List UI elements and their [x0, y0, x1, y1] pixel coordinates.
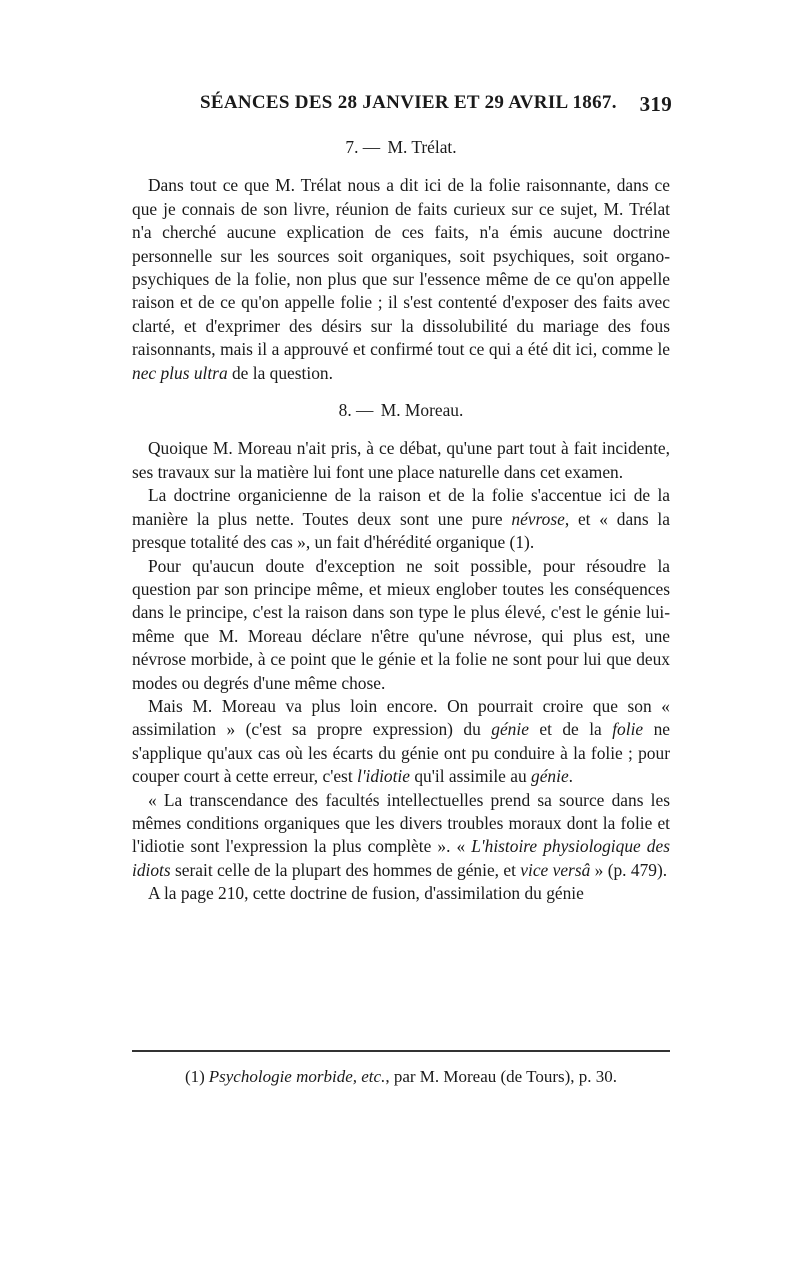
paragraph-text: Mais M. Moreau va plus loin encore. On pourrait croire que son « assimilation » (c'est sa propre expression) du	[132, 695, 670, 740]
paragraph-italic: folie	[612, 719, 644, 740]
paragraph-moreau-6: A la page 210, cette doctrine de fusion, d'assimilation du génie	[148, 883, 584, 904]
page-number: 319	[639, 92, 672, 116]
paragraph-text: » (p. 479).	[590, 859, 668, 880]
paragraph-text: Dans tout ce que M. Trélat nous a dit ici de la folie raisonnante, dans ce que je connais de son livre, réunion de faits curieux sur ce sujet, M. Trélat n'a cherché aucune explication de ces faits, n'a émis aucune doctrine personnelle sur les sources soit organiques, soit psychiques, soit organo-psychiques de la folie, non plus que sur l'essence même de ce qu'on appelle raison et de ce qu'on appelle folie ; il s'est contenté d'exposer des faits avec clarté, et d'exprimer des désirs sur la dissolubilité du mariage des fous raisonnants, mais il a approuvé et confirmé tout ce qui a été dit ici, comme le	[132, 175, 670, 360]
section-name: M. Moreau.	[380, 400, 464, 421]
page-body	[132, 136, 670, 906]
running-head-title: SÉANCES DES 28 JANVIER ET 29 AVRIL 1867.	[200, 92, 617, 113]
section-heading-moreau	[132, 399, 670, 422]
section-name: M. Trélat.	[387, 137, 457, 157]
paragraph-text: .	[568, 766, 574, 787]
paragraph-text: qu'il assimile au	[410, 766, 531, 787]
paragraph-moreau-3: Pour qu'aucun doute d'exception ne soit possible, pour résoudre la question par son principe même, et mieux englober toutes les conséquences dans le principe, c'est la raison dans son type le plus élevé, c'est le génie lui-même que M. Moreau déclare n'être qu'une névrose, qui plus est, une névrose morbide, à ce point que le génie et la folie ne sont pour lui que deux modes ou degrés d'une même chose.	[132, 555, 670, 693]
footnote-text: , par M. Moreau (de Tours), p. 30.	[385, 1067, 618, 1086]
paragraph-text: « La transcendance des facultés intellectuelles prend sa source dans les mêmes conditions organiques que les divers troubles moraux dont la folie et l'idiotie sont l'expression la plus complète ». «	[132, 789, 670, 857]
paragraph-italic: nec plus ultra	[132, 362, 228, 383]
paragraph-text: serait celle de la plupart des hommes de génie, et	[170, 859, 521, 880]
paragraph-italic: névrose	[511, 508, 565, 529]
paragraph-text: de la question.	[227, 362, 333, 383]
paragraph-moreau-5	[132, 789, 670, 883]
paragraph-text: et de la	[528, 719, 613, 740]
paragraph-moreau-1: Quoique M. Moreau n'ait pris, à ce débat, qu'une part tout à fait incidente, ses travaux sur la matière lui font une place naturelle dans cet examen.	[132, 438, 670, 482]
paragraph-italic: génie	[531, 766, 569, 787]
paragraph-text: , et « dans la presque totalité des cas », un fait d'hérédité organique (1).	[132, 508, 670, 553]
footnote-italic: Psychologie morbide, etc.	[208, 1067, 386, 1086]
paragraph-text: La doctrine organicienne de la raison et de la folie s'accentue ici de la manière la plus nette. Toutes deux sont une pure	[132, 485, 670, 529]
paragraph-trelat	[132, 174, 670, 385]
paragraph-moreau-4	[132, 695, 670, 789]
section-heading-trelat	[132, 136, 670, 159]
paragraph-moreau-2	[132, 484, 670, 554]
paragraph-italic: vice versâ	[520, 859, 591, 880]
paragraph-italic: L'histoire physiologique des idiots	[132, 836, 670, 880]
paragraph-text: ne s'applique qu'aux cas où les écarts du génie ont pu conduire à la folie ; pour couper court à cette erreur, c'est	[132, 719, 670, 787]
footnote-marker: (1)	[184, 1067, 205, 1086]
footnote	[132, 1066, 670, 1088]
paragraph-italic: génie	[491, 719, 529, 740]
section-number: 8. —	[338, 400, 374, 421]
paragraph-italic: l'idiotie	[357, 766, 410, 787]
footnote-rule	[132, 1050, 670, 1052]
section-number: 7. —	[345, 137, 381, 157]
